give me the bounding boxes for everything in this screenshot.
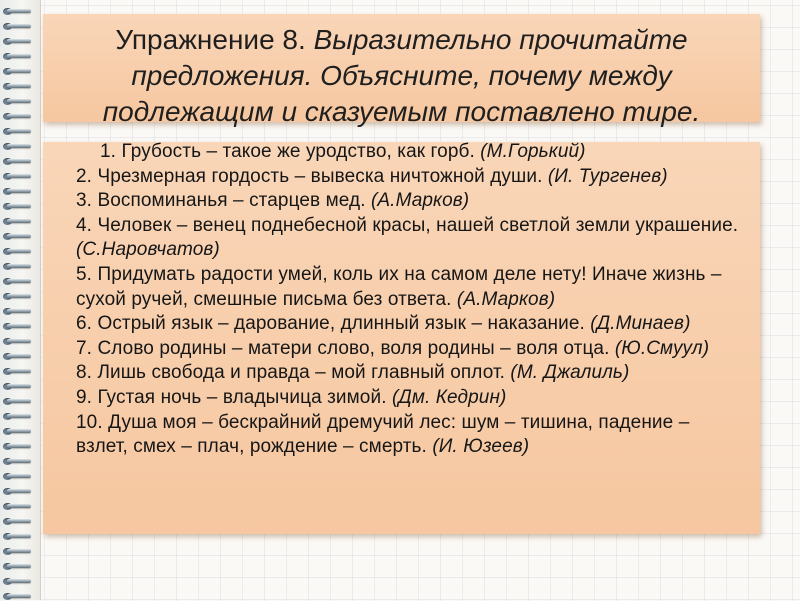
exercise-task-line1: Выразительно прочитайте bbox=[313, 24, 688, 55]
spiral-wire bbox=[7, 354, 31, 358]
spiral-wire bbox=[7, 114, 31, 118]
sentence-text: Душа моя – бескрайний дремучий лес: шум – тишина, падение – взлет, смех – плач, рождение – смерть. bbox=[76, 411, 690, 458]
spiral-wire bbox=[7, 339, 31, 343]
spiral-ring bbox=[3, 291, 33, 301]
spiral-ring bbox=[3, 486, 33, 496]
sentence-item bbox=[76, 165, 746, 190]
spiral-wire bbox=[7, 54, 31, 58]
sentence-text: Лишь свобода и правда – мой главный оплот. bbox=[97, 362, 506, 384]
spiral-ring bbox=[3, 21, 33, 31]
sentence-author: (С.Наровчатов) bbox=[76, 239, 220, 261]
spiral-ring bbox=[3, 81, 33, 91]
sentence-author: (Ю.Смуул) bbox=[614, 337, 710, 359]
spiral-ring bbox=[3, 516, 33, 526]
sentence-text: Слово родины – матери слово, воля родины – воля отца. bbox=[97, 337, 610, 359]
sentence-item bbox=[76, 337, 746, 362]
spiral-wire bbox=[7, 549, 31, 553]
exercise-title bbox=[43, 22, 760, 130]
spiral-ring bbox=[3, 336, 33, 346]
spiral-wire bbox=[7, 399, 31, 403]
spiral-wire bbox=[7, 429, 31, 433]
sentence-item bbox=[76, 361, 746, 386]
notebook-spiral-binding bbox=[0, 0, 41, 600]
spiral-ring bbox=[3, 246, 33, 256]
spiral-ring bbox=[3, 261, 33, 271]
spiral-wire bbox=[7, 249, 31, 253]
exercise-label: Упражнение 8. bbox=[115, 24, 306, 55]
sentence-item bbox=[76, 189, 746, 214]
spiral-wire bbox=[7, 9, 31, 13]
spiral-wire bbox=[7, 129, 31, 133]
spiral-wire bbox=[7, 489, 31, 493]
sentence-author: (М. Джалиль) bbox=[510, 362, 630, 384]
sentence-item bbox=[76, 386, 746, 411]
spiral-wire bbox=[7, 69, 31, 73]
spiral-ring bbox=[3, 96, 33, 106]
spiral-wire bbox=[7, 459, 31, 463]
spiral-ring bbox=[3, 366, 33, 376]
spiral-ring bbox=[3, 411, 33, 421]
spiral-wire bbox=[7, 159, 31, 163]
spiral-wire bbox=[7, 189, 31, 193]
sentence-item bbox=[76, 214, 746, 263]
spiral-ring bbox=[3, 456, 33, 466]
spiral-wire bbox=[7, 414, 31, 418]
sentence-number: 1. bbox=[100, 141, 117, 162]
spiral-wire bbox=[7, 324, 31, 328]
title-panel bbox=[43, 14, 760, 127]
spiral-wire bbox=[7, 309, 31, 313]
spiral-ring bbox=[3, 111, 33, 121]
spiral-ring bbox=[3, 426, 33, 436]
spiral-wire bbox=[7, 264, 31, 268]
sentence-number: 2. bbox=[76, 165, 93, 187]
spiral-wire bbox=[7, 369, 31, 373]
spiral-wire bbox=[7, 174, 31, 178]
sentence-item bbox=[76, 140, 746, 165]
spiral-ring bbox=[3, 216, 33, 226]
sentence-number: 10. bbox=[76, 411, 103, 433]
spiral-ring bbox=[3, 36, 33, 46]
spiral-ring bbox=[3, 51, 33, 61]
sentence-number: 9. bbox=[76, 386, 93, 408]
exercise-task-line3: подлежащим и сказуемым поставлено тире. bbox=[102, 96, 701, 127]
spiral-wire bbox=[7, 294, 31, 298]
spiral-ring bbox=[3, 561, 33, 571]
sentence-author: (И. Юзеев) bbox=[432, 436, 530, 458]
spiral-wire bbox=[7, 444, 31, 448]
sentence-author: (Д.Минаев) bbox=[590, 313, 691, 335]
spiral-ring bbox=[3, 276, 33, 286]
spiral-ring bbox=[3, 531, 33, 541]
spiral-ring bbox=[3, 201, 33, 211]
spiral-wire bbox=[7, 579, 31, 583]
sentence-number: 5. bbox=[76, 263, 93, 285]
sentence-author: (М.Горький) bbox=[480, 141, 586, 162]
sentence-number: 4. bbox=[76, 214, 93, 236]
spiral-wire bbox=[7, 219, 31, 223]
spiral-wire bbox=[7, 519, 31, 523]
spiral-ring bbox=[3, 171, 33, 181]
spiral-wire bbox=[7, 204, 31, 208]
sentence-item bbox=[76, 411, 746, 460]
spiral-ring bbox=[3, 231, 33, 241]
spiral-ring bbox=[3, 351, 33, 361]
spiral-ring bbox=[3, 156, 33, 166]
exercise-task-line2: предложения. Объясните, почему между bbox=[131, 60, 672, 91]
sentence-text: Придумать радости умей, коль их на самом деле нету! Иначе жизнь – сухой ручей, смешные письма без ответа. bbox=[76, 263, 722, 310]
sentence-list bbox=[76, 140, 746, 460]
spiral-wire bbox=[7, 99, 31, 103]
sentence-number: 7. bbox=[76, 337, 93, 359]
spiral-wire bbox=[7, 504, 31, 508]
spiral-ring bbox=[3, 471, 33, 481]
spiral-ring bbox=[3, 186, 33, 196]
spiral-wire bbox=[7, 84, 31, 88]
spiral-ring bbox=[3, 441, 33, 451]
spiral-ring bbox=[3, 501, 33, 511]
sentence-text: Чрезмерная гордость – вывеска ничтожной души. bbox=[97, 165, 543, 187]
spiral-wire bbox=[7, 474, 31, 478]
sentence-number: 8. bbox=[76, 362, 93, 384]
sentence-item bbox=[76, 263, 746, 312]
spiral-ring bbox=[3, 6, 33, 16]
spiral-ring bbox=[3, 141, 33, 151]
spiral-wire bbox=[7, 564, 31, 568]
sentence-text: Острый язык – дарование, длинный язык – наказание. bbox=[97, 313, 585, 335]
spiral-wire bbox=[7, 279, 31, 283]
sentence-author: (И. Тургенев) bbox=[547, 165, 668, 187]
spiral-ring bbox=[3, 546, 33, 556]
spiral-ring bbox=[3, 66, 33, 76]
spiral-ring bbox=[3, 321, 33, 331]
spiral-ring bbox=[3, 381, 33, 391]
spiral-wire bbox=[7, 39, 31, 43]
sentence-text: Воспоминанья – старцев мед. bbox=[97, 190, 366, 212]
sentence-text: Грубость – такое же уродство, как горб. bbox=[121, 141, 475, 162]
spiral-wire bbox=[7, 24, 31, 28]
sentence-number: 3. bbox=[76, 190, 93, 212]
spiral-wire bbox=[7, 234, 31, 238]
spiral-ring bbox=[3, 306, 33, 316]
spiral-ring bbox=[3, 576, 33, 586]
sentence-author: (Дм. Кедрин) bbox=[391, 386, 507, 408]
spiral-wire bbox=[7, 594, 31, 598]
sentence-item bbox=[76, 312, 746, 337]
spiral-ring bbox=[3, 396, 33, 406]
sentence-text: Человек – венец поднебесной красы, нашей светлой земли украшение. bbox=[97, 214, 739, 236]
sentence-author: (А.Марков) bbox=[456, 288, 556, 310]
spiral-wire bbox=[7, 534, 31, 538]
sentence-number: 6. bbox=[76, 313, 93, 335]
spiral-wire bbox=[7, 384, 31, 388]
sentence-text: Густая ночь – владычица зимой. bbox=[97, 386, 387, 408]
sentence-author: (А.Марков) bbox=[370, 190, 470, 212]
spiral-ring bbox=[3, 126, 33, 136]
spiral-wire bbox=[7, 144, 31, 148]
